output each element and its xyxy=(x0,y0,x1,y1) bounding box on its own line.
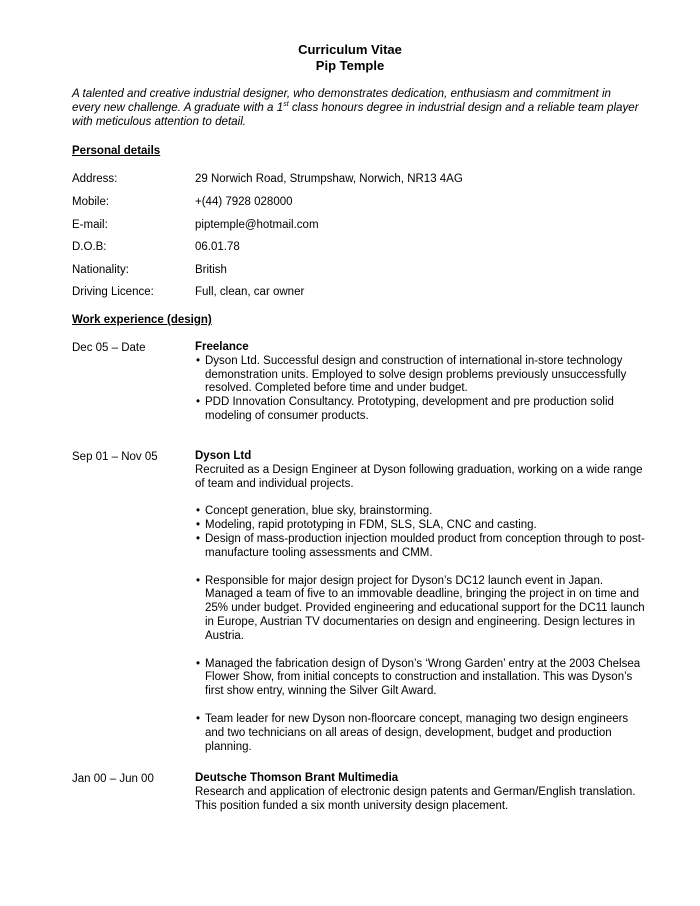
nationality-value: British xyxy=(195,264,227,276)
job-entry-thomson xyxy=(195,772,645,813)
job-company: Dyson Ltd xyxy=(195,450,252,462)
address-label: Address: xyxy=(72,173,118,185)
email-label: E-mail: xyxy=(72,219,108,231)
job-bullet: • Managed the fabrication design of Dyson’s ‘Wrong Garden’ entry at the 2003 Chelsea Flower Show, from initial concepts to construction and installation. This was Dyson’s first show entry, winning the Silver Gilt Award. xyxy=(195,658,645,699)
job-dates: Sep 01 – Nov 05 xyxy=(72,451,158,463)
nationality-label: Nationality: xyxy=(72,264,129,276)
summary-text-1: A talented and creative industrial designer, who demonstrates dedication, enthusiasm and commitment in every new challenge. A graduate with a 1 xyxy=(72,87,611,114)
job-bullet: • PDD Innovation Consultancy. Prototyping, development and pre production solid modeling of consumer products. xyxy=(195,396,645,424)
job-bullet-list xyxy=(195,575,645,644)
job-bullet-list xyxy=(195,713,645,754)
job-company: Deutsche Thomson Brant Multimedia xyxy=(195,772,399,784)
job-bullet-list xyxy=(195,355,645,424)
job-dates: Jan 00 – Jun 00 xyxy=(72,773,154,785)
job-bullet-list xyxy=(195,658,645,699)
job-entry-dyson xyxy=(195,450,645,754)
driving-licence-label: Driving Licence: xyxy=(72,286,154,298)
profile-summary xyxy=(72,87,642,129)
summary-text-2: class honours degree in industrial design and a reliable team player with meticulous attention to detail. xyxy=(72,101,639,128)
dob-label: D.O.B: xyxy=(72,241,107,253)
summary-superscript: st xyxy=(283,101,289,109)
mobile-label: Mobile: xyxy=(72,196,110,208)
driving-licence-value: Full, clean, car owner xyxy=(195,286,305,298)
candidate-name: Pip Temple xyxy=(315,58,385,73)
job-bullet: • Responsible for major design project for Dyson’s DC12 launch event in Japan. Managed a team of five to an immovable deadline, bringing the project in on time and 25% under budget. Provided engineering and educational support for the DC11 launch in Europe, Austrian TV documentaries on design and engineering. Design lectures in Austria. xyxy=(195,575,645,644)
job-company: Freelance xyxy=(195,341,249,353)
email-value: piptemple@hotmail.com xyxy=(195,219,319,231)
job-bullet: • Modeling, rapid prototyping in FDM, SLS, SLA, CNC and casting. xyxy=(195,519,645,533)
job-intro: Recruited as a Design Engineer at Dyson following graduation, working on a wide range of team and individual projects. xyxy=(195,463,643,490)
job-bullet: • Team leader for new Dyson non-floorcare concept, managing two design engineers and two technicians on all areas of design, development, budget and production planning. xyxy=(195,713,645,754)
work-experience-heading: Work experience (design) xyxy=(72,314,212,326)
job-bullet-list xyxy=(195,505,645,560)
job-bullet: • Dyson Ltd. Successful design and construction of international in-store technology demonstration units. Employed to solve design problems previously unsuccessfully resolved. Completed before time and under budget. xyxy=(195,355,645,396)
job-bullet: • Concept generation, blue sky, brainstorming. xyxy=(195,505,645,519)
job-entry-freelance xyxy=(195,341,645,424)
dob-value: 06.01.78 xyxy=(195,241,240,253)
job-bullet: • Design of mass-production injection moulded product from conception through to post-manufacture tooling assessments and CMM. xyxy=(195,533,645,561)
personal-details-heading: Personal details xyxy=(72,145,161,157)
mobile-value: +(44) 7928 028000 xyxy=(195,196,293,208)
document-title: Curriculum Vitae xyxy=(298,42,402,57)
job-intro: Research and application of electronic design patents and German/English translation. This position funded a six month university design placement. xyxy=(195,785,636,812)
job-dates: Dec 05 – Date xyxy=(72,342,146,354)
address-value: 29 Norwich Road, Strumpshaw, Norwich, NR13 4AG xyxy=(195,173,463,185)
